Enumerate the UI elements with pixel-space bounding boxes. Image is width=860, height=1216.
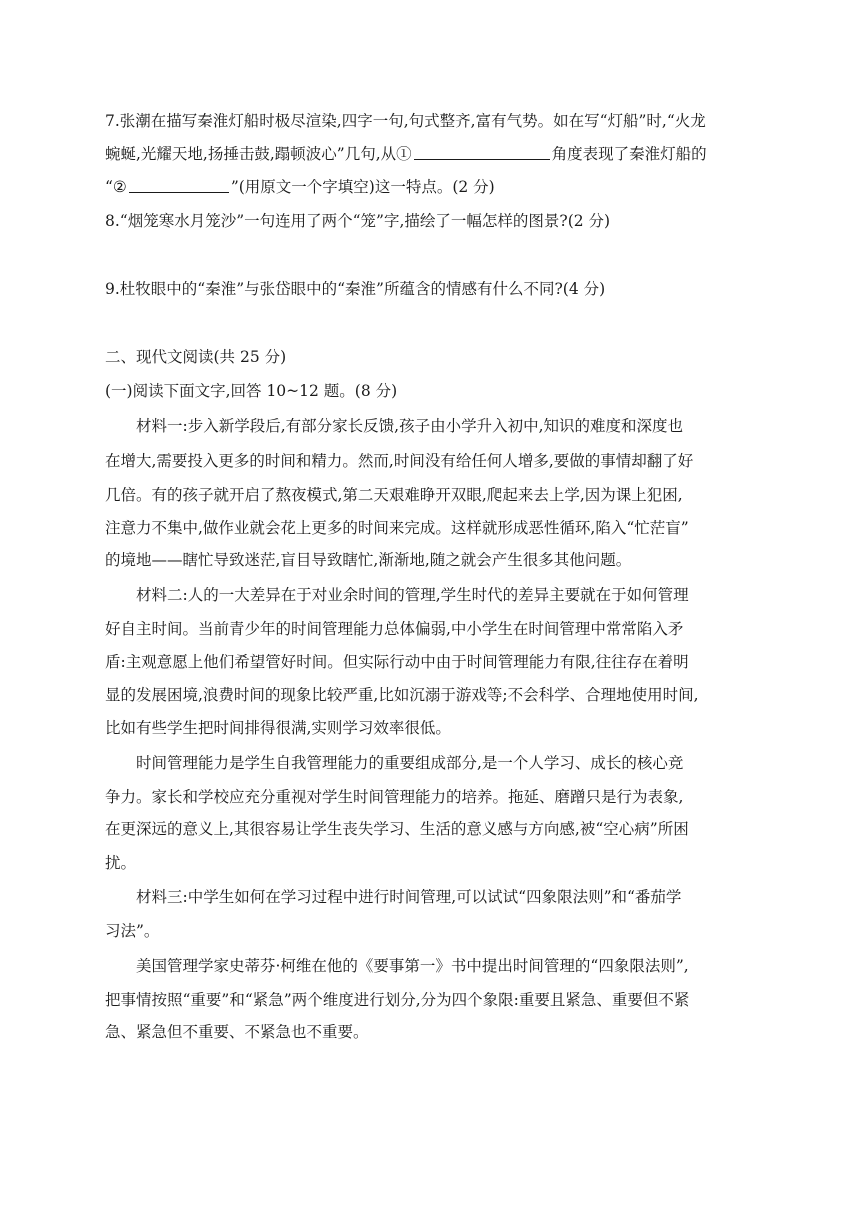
question-8: 8.“烟笼寒水月笼沙”一句连用了两个“笼”字,描绘了一幅怎样的图景?(2 分) [105,212,611,230]
question-7-line-2 [105,143,755,165]
paragraph-5-line: 急、紧急但不重要、不紧急也不重要。 [105,1023,369,1041]
paragraph-3-line: 扰。 [105,854,137,872]
material-1-line: 在增大,需要投入更多的时间和精力。然而,时间没有给任何人增多,要做的事情却翻了好 [105,452,694,470]
material-3-line: 习法”。 [105,922,160,940]
question-7-line-3 [105,176,755,198]
material-1-line: 的境地——瞎忙导致迷茫,盲目导致瞎忙,渐渐地,随之就会产生很多其他问题。 [105,551,632,569]
material-2-line: 材料二:人的一大差异在于对业余时间的管理,学生时代的差异主要就在于如何管理 [136,586,689,604]
section-title: 二、现代文阅读(共 25 分) [105,348,287,366]
material-2-line: 盾:主观意愿上他们希望管好时间。但实际行动中由于时间管理能力有限,往往存在着明 [105,653,689,671]
question-9: 9.杜牧眼中的“秦淮”与张岱眼中的“秦淮”所蕴含的情感有什么不同?(4 分) [105,280,606,298]
material-2-line: 比如有些学生把时间排得很满,实则学习效率很低。 [105,719,451,737]
material-2-line: 好自主时间。当前青少年的时间管理能力总体偏弱,中小学生在时间管理中常常陷入矛 [105,620,684,638]
paragraph-5-line: 美国管理学家史蒂芬·柯维在他的《要事第一》书中提出时间管理的“四象限法则”, [136,957,689,975]
answer-blank-1[interactable] [414,144,550,160]
paragraph-3-line: 时间管理能力是学生自我管理能力的重要组成部分,是一个人学习、成长的核心竞 [136,754,684,772]
paragraph-3-line: 争力。家长和学校应充分重视对学生时间管理能力的培养。拖延、磨蹭只是行为表象, [105,788,684,806]
material-1-line: 几倍。有的孩子就开启了熬夜模式,第二天艰难睁开双眼,爬起来去上学,因为课上犯困, [105,486,683,504]
question-7-text: 蜿蜒,光耀天地,扬捶击鼓,蹋顿波心”几句,从① [105,145,412,163]
question-7-text: 角度表现了秦淮灯船的 [551,145,707,163]
subsection-title: (一)阅读下面文字,回答 10~12 题。(8 分) [105,382,398,400]
material-1-line: 材料一:步入新学段后,有部分家长反馈,孩子由小学升入初中,知识的难度和深度也 [136,417,684,435]
answer-blank-2[interactable] [129,177,229,193]
question-7-text: ”(用原文一个字填空)这一特点。(2 分) [230,178,495,196]
question-7-text: “② [105,178,127,196]
question-7-line-1: 7.张潮在描写秦淮灯船时极尽渲染,四字一句,句式整齐,富有气势。如在写“灯船”时,“火龙 [105,112,706,130]
material-2-line: 显的发展困境,浪费时间的现象比较严重,比如沉溺于游戏等;不会科学、合理地使用时间, [105,686,699,704]
material-3-line: 材料三:中学生如何在学习过程中进行时间管理,可以试试“四象限法则”和“番茄学 [136,888,682,906]
paragraph-3-line: 在更深远的意义上,其很容易让学生丧失学习、生活的意义感与方向感,被“空心病”所困 [105,820,689,838]
material-1-line: 注意力不集中,做作业就会花上更多的时间来完成。这样就形成恶性循环,陷入“忙茫盲” [105,519,689,537]
paragraph-5-line: 把事情按照“重要”和“紧急”两个维度进行划分,分为四个象限:重要且紧急、重要但不紧 [105,991,690,1009]
